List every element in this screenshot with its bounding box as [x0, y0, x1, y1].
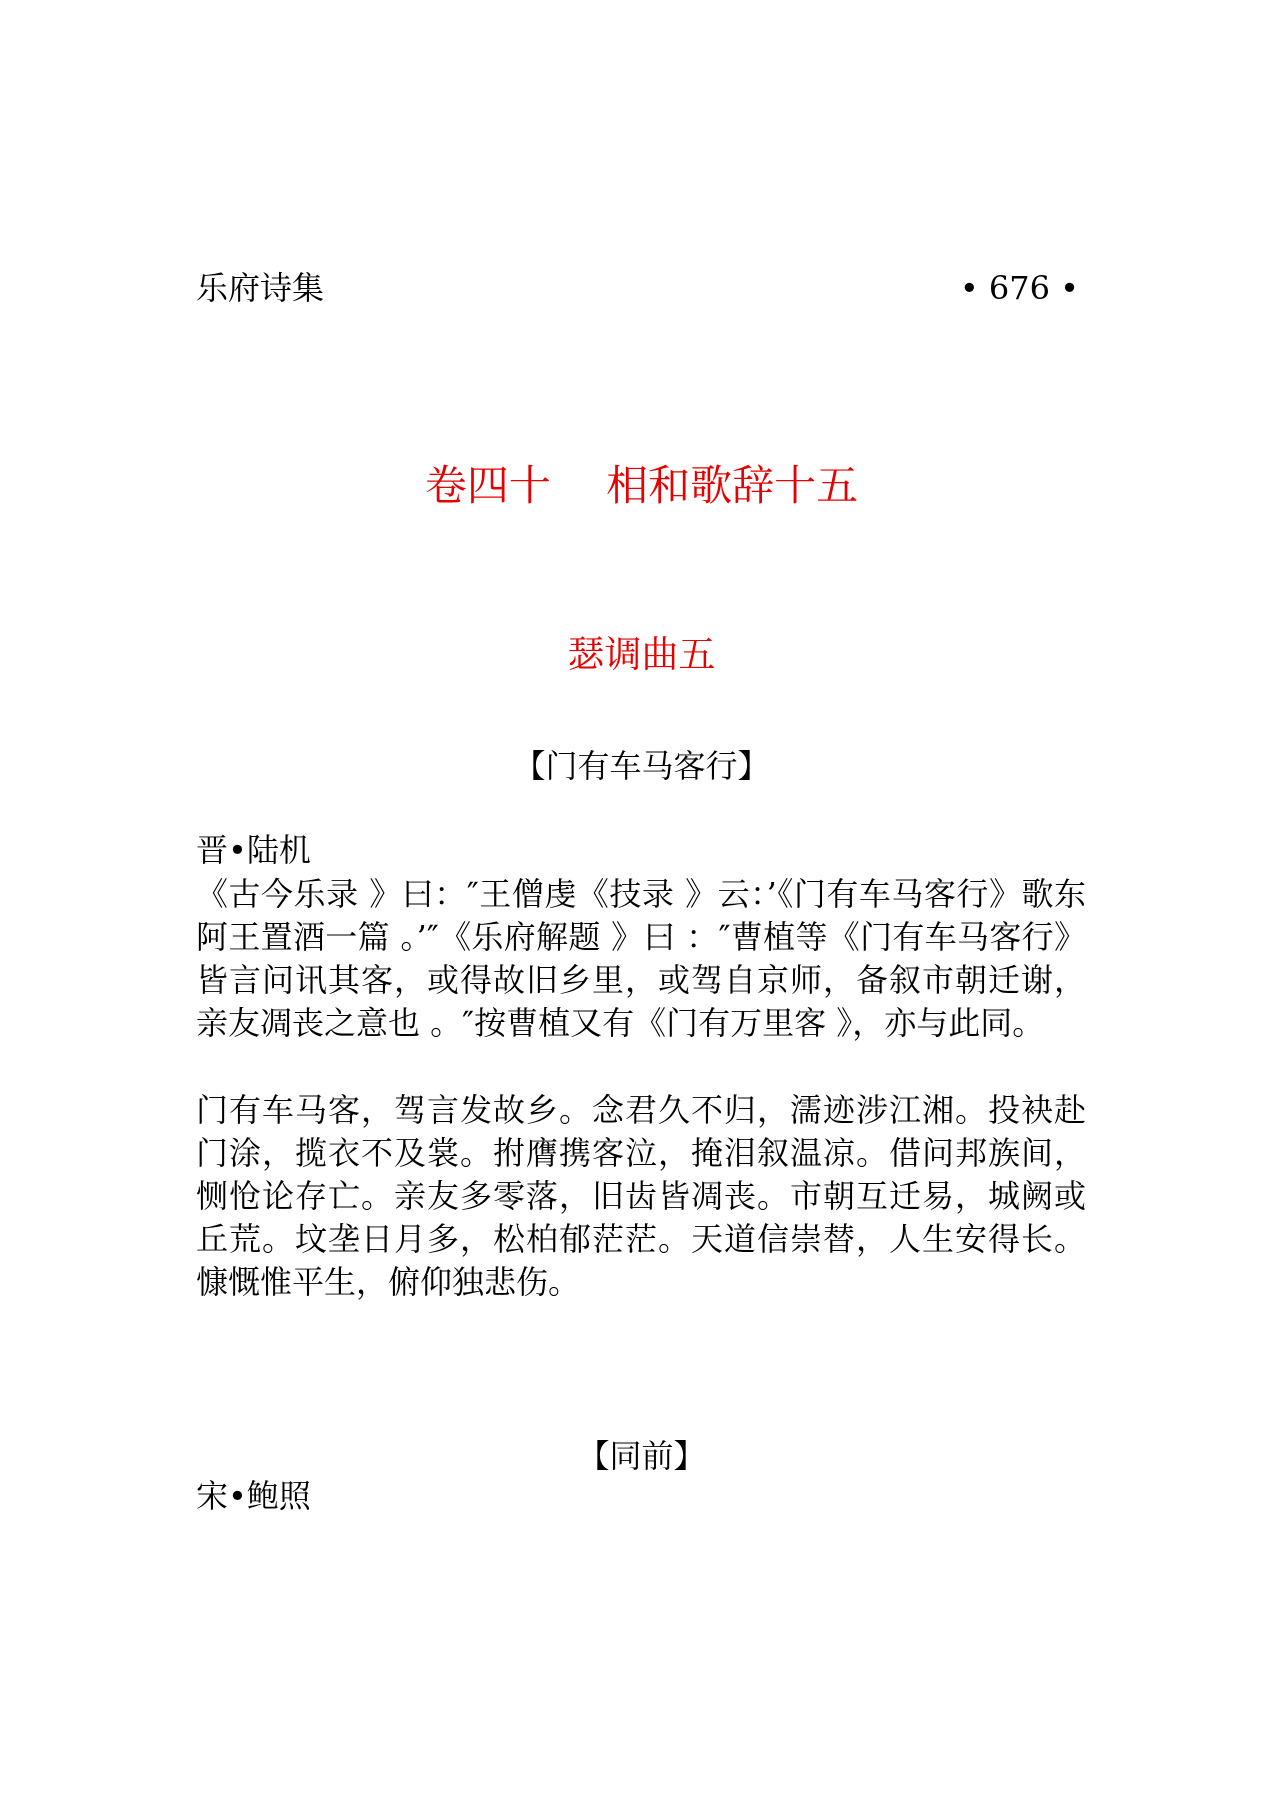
poem-title: 【同前】 [577, 1437, 706, 1475]
volume-title: 卷四十 相和歌辞十五 [424, 461, 859, 510]
poem-author: 晋•陆机 [196, 831, 311, 869]
poem-title: 【门有车马客行】 [513, 747, 770, 785]
poem-author: 宋•鲍照 [196, 1477, 311, 1515]
page-number: • 676 • [959, 269, 1079, 307]
poem-body: 门有车马客，驾言发故乡。念君久不归，濡迹涉江湘。投袂赴门涂，揽衣不及裳。拊膺携客泣，掩泪叙温凉。借问邦族间，恻怆论存亡。亲友多零落，旧齿皆凋丧。市朝互迁易，城阙或丘荒。坟垄日月多，松柏郁茫茫。天道信崇替，人生安得长。慷慨惟平生，俯仰独悲伤。 [196, 1091, 1086, 1301]
section-title: 瑟调曲五 [567, 633, 716, 676]
book-title: 乐府诗集 [196, 269, 325, 307]
poem-intro: 《古今乐录 》曰：″王僧虔《技录 》云：’《门有车马客行》歌东阿王置酒一篇 。’″《乐府解题 》曰 ：″曹植等《门有车马客行》皆言问讯其客，或得故旧乡里，或驾自京师，备叙市朝迁谢，亲友凋丧之意也 。″按曹植又有《门有万里客 》，亦与此同。 [196, 875, 1086, 1042]
